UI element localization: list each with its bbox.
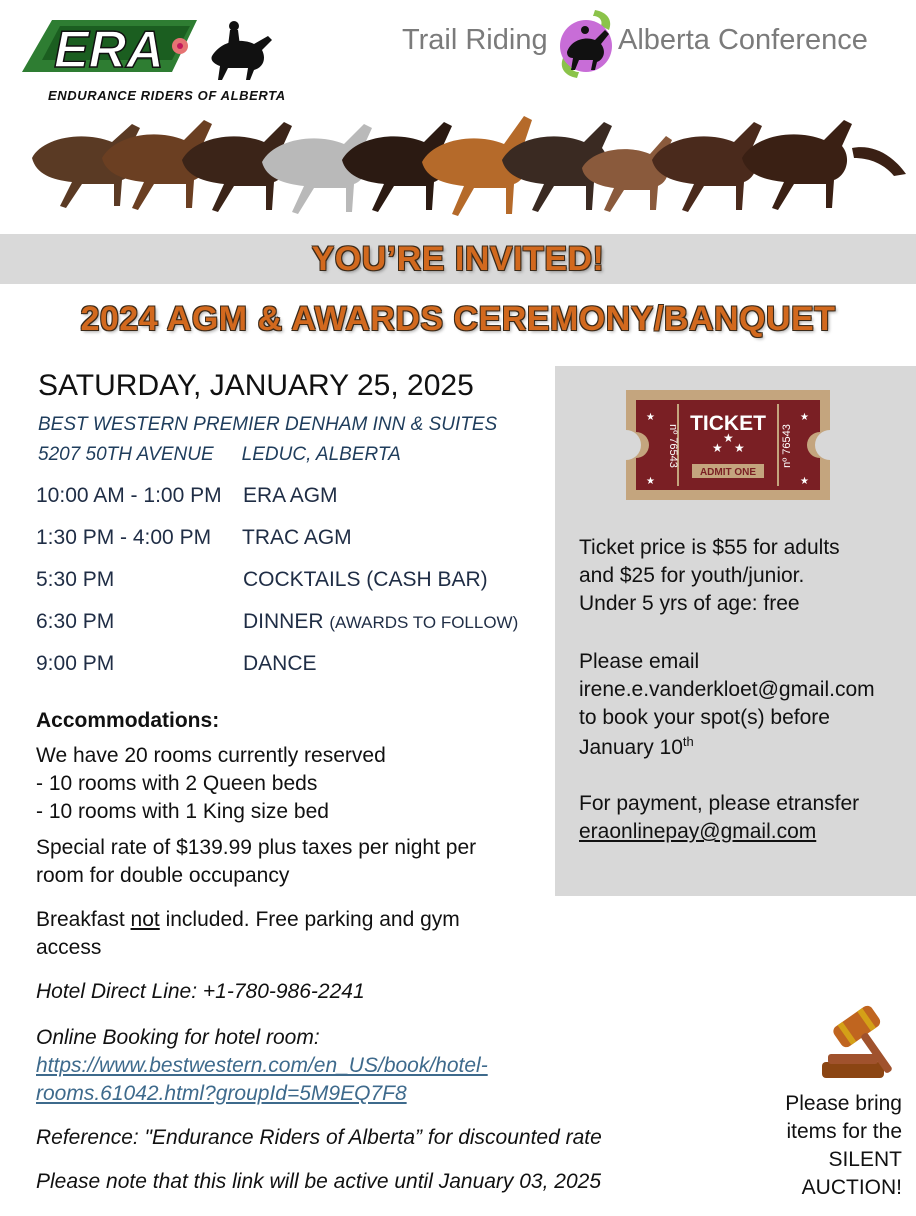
trac-emblem-icon — [555, 8, 617, 80]
venue-city: LEDUC, ALBERTA — [241, 444, 401, 465]
schedule-event: DANCE — [243, 652, 317, 675]
king-rooms-line: - 10 rooms with 1 King size bed — [36, 800, 329, 823]
schedule-event — [243, 610, 518, 634]
schedule-time: 5:30 PM — [36, 568, 115, 591]
ticket-price-line-2: and $25 for youth/junior. — [579, 564, 805, 587]
era-subtitle: ENDURANCE RIDERS OF ALBERTA — [48, 88, 286, 103]
email-line-1: Please email — [579, 650, 700, 673]
email-deadline-date: January 10 — [579, 736, 683, 759]
breakfast-pre: Breakfast — [36, 908, 131, 931]
queen-rooms-line: - 10 rooms with 2 Queen beds — [36, 772, 318, 795]
gavel-icon — [816, 996, 912, 1086]
schedule-time: 1:30 PM - 4:00 PM — [36, 526, 212, 549]
schedule-event: TRAC AGM — [242, 526, 352, 549]
schedule-event: COCKTAILS (CASH BAR) — [243, 568, 488, 591]
auction-line-3: SILENT — [828, 1148, 902, 1171]
svg-text:★: ★ — [800, 476, 809, 487]
accommodations-heading: Accommodations: — [36, 709, 220, 732]
booking-email-address: irene.e.vanderkloet@gmail.com — [579, 678, 875, 701]
era-logo-graphic — [22, 10, 292, 86]
svg-text:★: ★ — [723, 431, 734, 445]
invite-heading: YOU’RE INVITED! — [311, 240, 605, 278]
era-logo-letters: ERA — [54, 21, 164, 79]
venue-address — [38, 444, 401, 466]
schedule-event-note: (AWARDS TO FOLLOW) — [329, 613, 519, 632]
breakfast-post: included. Free parking and gym — [159, 908, 460, 931]
schedule-event-name: DINNER — [243, 610, 324, 633]
ticket-admit-one: ADMIT ONE — [699, 467, 757, 478]
rooms-reserved-line: We have 20 rooms currently reserved — [36, 744, 386, 767]
rate-line-1: Special rate of $139.99 plus taxes per night per — [36, 836, 477, 859]
breakfast-not: not — [130, 908, 160, 931]
venue-street: 5207 50TH AVENUE — [38, 444, 214, 465]
svg-text:★: ★ — [646, 412, 655, 423]
schedule-event: ERA AGM — [243, 484, 338, 507]
event-title: 2024 AGM & AWARDS CEREMONY/BANQUET — [80, 300, 836, 338]
email-line-3: to book your spot(s) before — [579, 706, 830, 729]
email-deadline-suffix: th — [682, 734, 694, 749]
auction-line-2: items for the — [786, 1120, 902, 1143]
silent-auction-note — [742, 1090, 902, 1202]
link-expiry-note: Please note that this link will be active until January 03, 2025 — [36, 1170, 602, 1193]
ticket-price-line-1: Ticket price is $55 for adults — [579, 536, 840, 559]
booking-url-link-line-2[interactable]: rooms.61042.html?groupId=5M9EQ7F8 — [36, 1082, 407, 1105]
rate-line-2: room for double occupancy — [36, 864, 290, 887]
payment-email-link[interactable]: eraonlinepay@gmail.com — [579, 820, 817, 843]
era-logo — [22, 10, 292, 103]
booking-url-link-line-1[interactable]: https://www.bestwestern.com/en_US/book/hotel- — [36, 1054, 488, 1077]
ticket-serial-right: nº 76543 — [781, 424, 793, 468]
breakfast-line-2: access — [36, 936, 102, 959]
payment-line: For payment, please etransfer — [579, 792, 860, 815]
event-date: SATURDAY, JANUARY 25, 2025 — [38, 369, 474, 402]
galloping-horses-image — [22, 98, 912, 228]
reference-note: Reference: "Endurance Riders of Alberta” for discounted rate — [36, 1126, 602, 1149]
ticket-label: TICKET — [690, 412, 766, 435]
svg-text:★: ★ — [800, 412, 809, 423]
svg-text:★: ★ — [734, 441, 745, 455]
ticket-serial-left: nº 76543 — [667, 424, 679, 468]
ticket-icon — [626, 390, 830, 500]
online-booking-label: Online Booking for hotel room: — [36, 1026, 320, 1049]
svg-text:★: ★ — [712, 441, 723, 455]
trac-name-right: Alberta Conference — [618, 24, 868, 56]
email-deadline — [579, 734, 694, 762]
auction-line-4: AUCTION! — [801, 1176, 902, 1199]
schedule-time: 6:30 PM — [36, 610, 115, 633]
trac-name-left: Trail Riding — [402, 24, 548, 56]
auction-line-1: Please bring — [785, 1092, 902, 1115]
ticket-price-line-3: Under 5 yrs of age: free — [579, 592, 800, 615]
hotel-direct-line: Hotel Direct Line: +1-780-986-2241 — [36, 980, 365, 1003]
breakfast-line — [36, 906, 460, 934]
schedule-time: 10:00 AM - 1:00 PM — [36, 484, 222, 507]
schedule-time: 9:00 PM — [36, 652, 115, 675]
svg-text:★: ★ — [646, 476, 655, 487]
venue-name: BEST WESTERN PREMIER DENHAM INN & SUITES — [38, 414, 498, 435]
